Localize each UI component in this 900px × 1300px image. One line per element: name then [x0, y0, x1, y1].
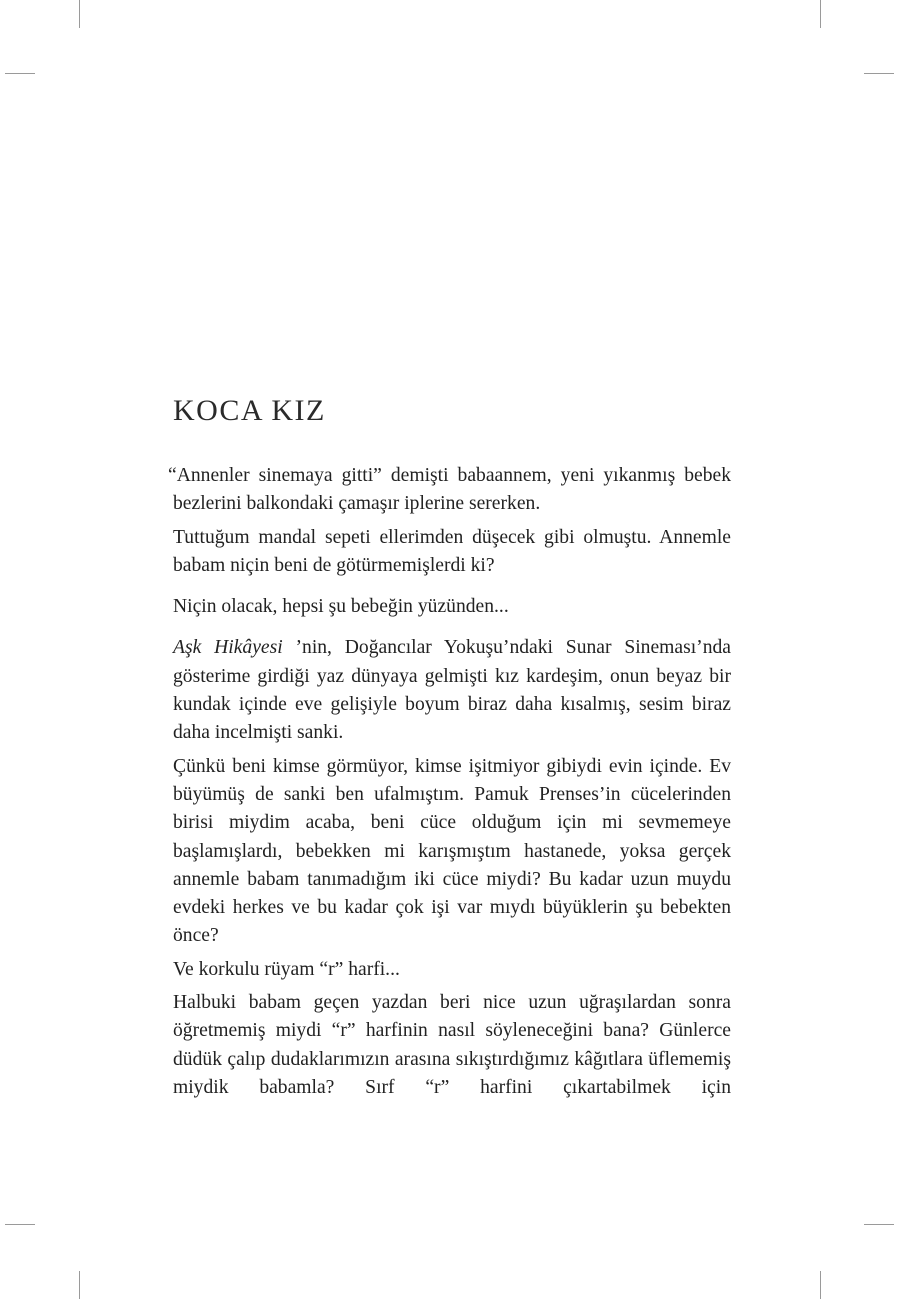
paragraph-4-text: ’nin, Doğancılar Yokuşu’ndaki Sunar Sineması’nda gösterime girdiği yaz dünyaya gelmişti kız kardeşim, onun beyaz bir kundak içinde eve gelişiyle boyum biraz daha kısalmış, sesim biraz daha incelmişti sanki. — [173, 637, 731, 744]
crop-mark-bottom-left-vertical — [79, 1271, 80, 1299]
paragraph-5: Çünkü beni kimse görmüyor, kimse işitmiyor gibiydi evin içinde. Ev büyümüş de sanki ben ufalmıştım. Pamuk Prenses’in cücelerinden birisi miydim acaba, beni cüce olduğum için mi sevmemeye başlamışlardı, bebekken mi karışmıştım hastanede, yoksa gerçek annemle babam tanımadığım iki cüce miydi? Bu kadar uzun muydu evdeki herkes ve bu kadar çok işi var mıydı büyüklerin şu bebekten önce? — [173, 755, 731, 947]
crop-mark-bottom-right-horizontal — [864, 1224, 894, 1225]
crop-mark-top-right-horizontal — [864, 73, 894, 74]
chapter-body — [168, 462, 731, 1108]
chapter-title: KOCA KIZ — [173, 394, 326, 427]
crop-mark-top-left-horizontal — [5, 73, 35, 74]
crop-mark-bottom-right-vertical — [820, 1271, 821, 1299]
paragraph-6: Ve korkulu rüyam “r” harfi... — [173, 958, 400, 980]
paragraph-4 — [173, 634, 731, 747]
crop-mark-bottom-left-horizontal — [5, 1224, 35, 1225]
paragraph-7: Halbuki babam geçen yazdan beri nice uzun uğraşılardan sonra öğretmemiş miydi “r” harfinin nasıl söyleneceğini bana? Günlerce düdük çalıp dudaklarımızın arasına sıkıştırdığımız kâğıtlara üflememiş miydik babamla? Sırf “r” harfini çıkartabilmek için — [173, 992, 731, 1098]
paragraph-2: Tuttuğum mandal sepeti ellerimden düşecek gibi olmuştu. Annemle babam niçin beni de götürmemişlerdi ki? — [173, 526, 731, 576]
crop-mark-top-left-vertical — [79, 0, 80, 28]
paragraph-3: Niçin olacak, hepsi şu bebeğin yüzünden... — [173, 596, 509, 618]
film-title: Aşk Hikâyesi — [173, 637, 283, 659]
paragraph-1: “Annenler sinemaya gitti” demişti babaannem, yeni yıkanmış bebek bezlerini balkondaki çamaşır iplerine sererken. — [168, 465, 731, 515]
crop-mark-top-right-vertical — [820, 0, 821, 28]
